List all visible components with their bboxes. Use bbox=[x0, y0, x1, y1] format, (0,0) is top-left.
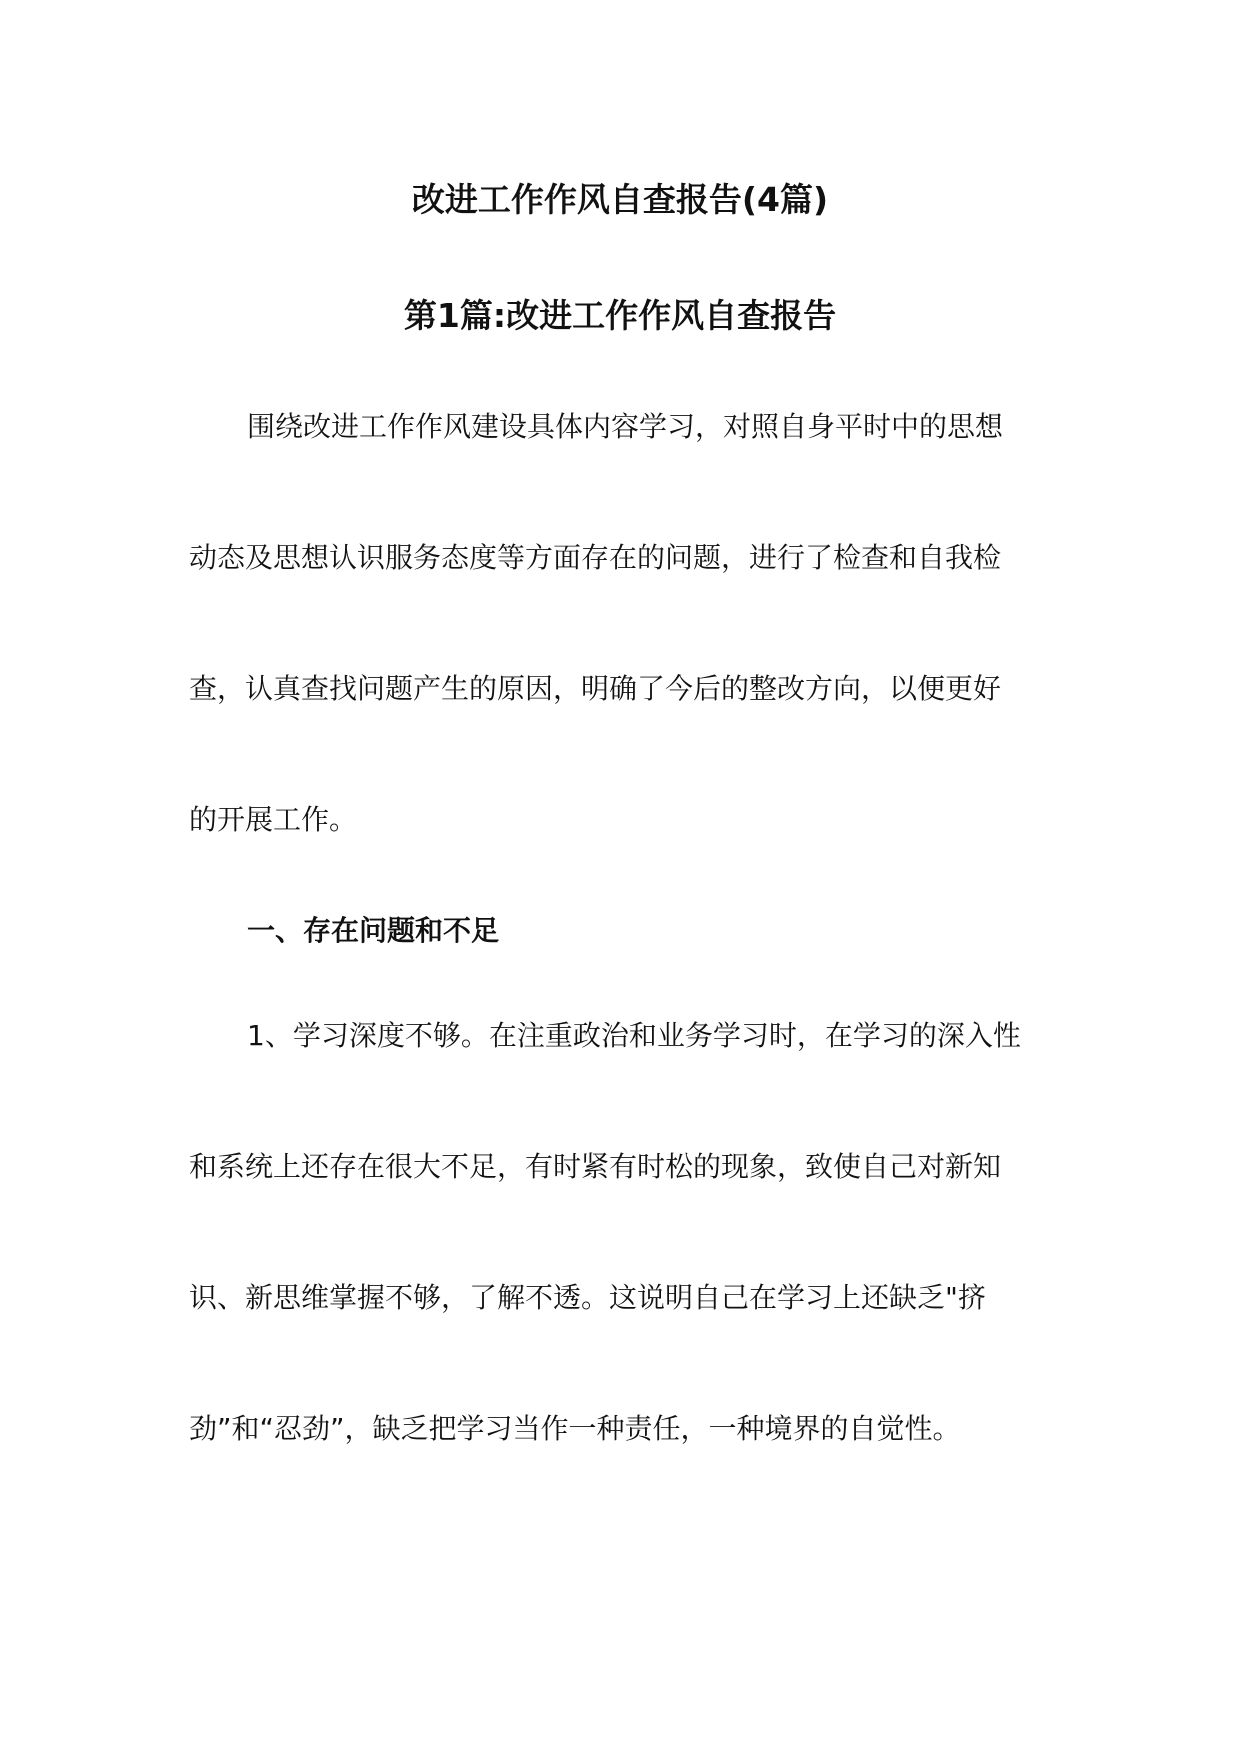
item1-line-3: 识、新思维掌握不够，了解不透。这说明自己在学习上还缺乏"挤 bbox=[189, 1281, 986, 1314]
item1-line-1: 1、学习深度不够。在注重政治和业务学习时，在学习的深入性 bbox=[247, 1019, 1021, 1052]
intro-line-2: 动态及思想认识服务态度等方面存在的问题，进行了检查和自我检 bbox=[189, 541, 1002, 574]
section-heading: 一、存在问题和不足 bbox=[247, 914, 500, 947]
item1-line-4: 劲”和“忍劲”，缺乏把学习当作一种责任，一种境界的自觉性。 bbox=[189, 1412, 961, 1445]
document-title: 改进工作作风自查报告(4篇) bbox=[411, 180, 829, 219]
intro-line-1: 围绕改进工作作风建设具体内容学习，对照自身平时中的思想 bbox=[247, 410, 1004, 443]
intro-line-4: 的开展工作。 bbox=[189, 803, 358, 836]
item1-line-2: 和系统上还存在很大不足，有时紧有时松的现象，致使自己对新知 bbox=[189, 1150, 1002, 1183]
intro-line-3: 查，认真查找问题产生的原因，明确了今后的整改方向，以便更好 bbox=[189, 672, 1002, 705]
document-subtitle: 第1篇:改进工作作风自查报告 bbox=[403, 296, 837, 335]
